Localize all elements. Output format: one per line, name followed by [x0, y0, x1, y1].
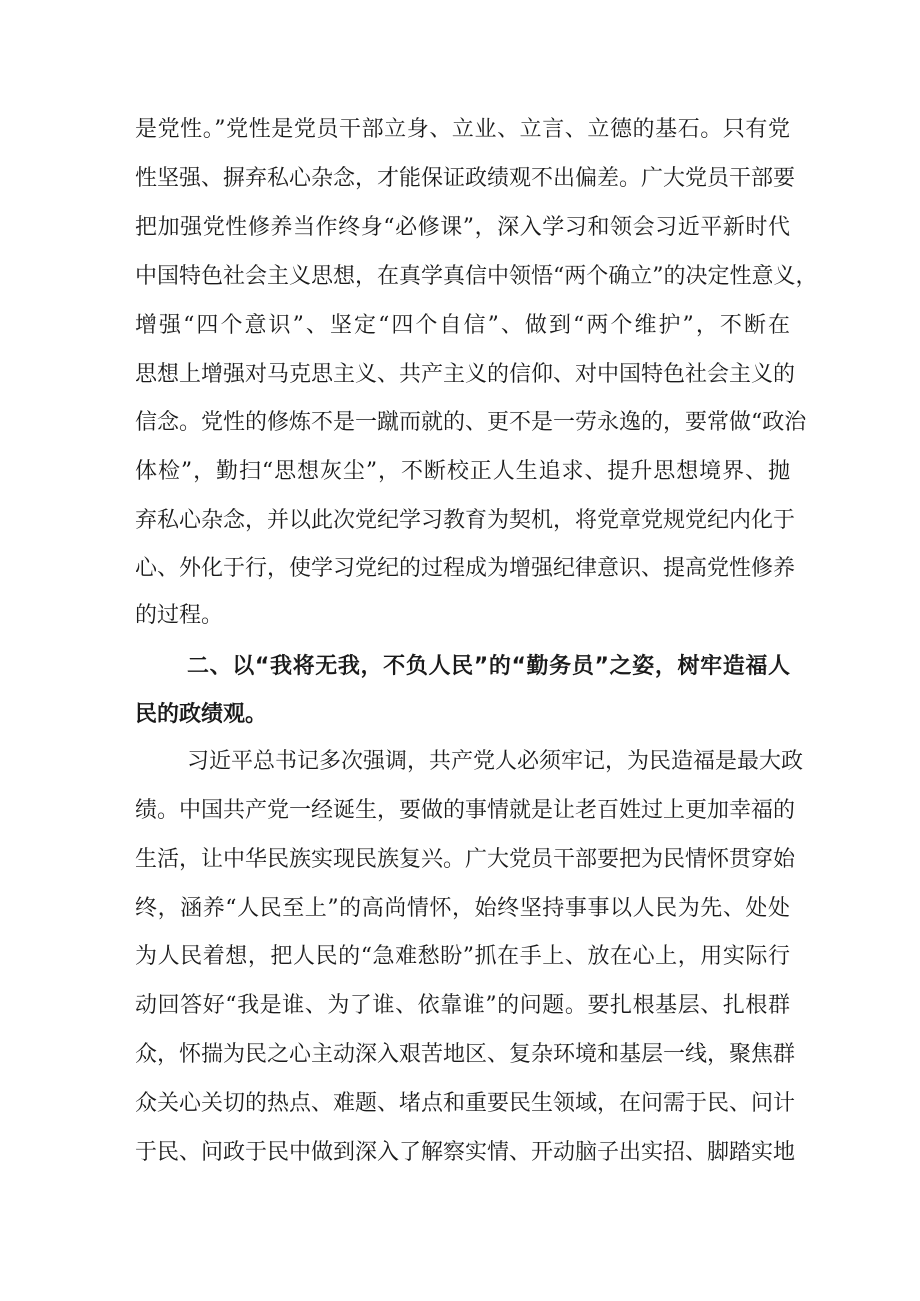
heading-line: 二、以“我将无我，不负人民”的“勤务员”之姿，树牢造福人: [187, 654, 790, 679]
text-line: 信念。党性的修炼不是一蹴而就的、更不是一劳永逸的，要常做“政治: [135, 410, 807, 435]
text-line: 动回答好“我是谁、为了谁、依靠谁”的问题。要扎根基层、扎根群: [135, 993, 790, 1018]
text-line: 生活，让中华民族实现民族复兴。广大党员干部要把为民情怀贯穿始: [135, 847, 796, 872]
text-line: 思想上增强对马克思主义、共产主义的信仰、对中国特色社会主义的: [135, 362, 796, 387]
text-line: 是党性。”党性是党员干部立身、立业、立言、立德的基石。只有党: [135, 117, 790, 142]
text-line: 弃私心杂念，并以此次党纪学习教育为契机，将党章党规党纪内化于: [135, 508, 796, 533]
text-line: 众关心关切的热点、难题、堵点和重要民生领域，在问需于民、问计: [135, 1091, 796, 1116]
text-line: 的过程。: [135, 603, 224, 628]
text-line: 终，涵养“人民至上”的高尚情怀，始终坚持事事以人民为先、处处: [135, 896, 790, 921]
heading-line: 民的政绩观。: [135, 702, 268, 727]
text-line: 中国特色社会主义思想，在真学真信中领悟“两个确立”的决定性意义，: [135, 264, 818, 289]
text-line: 为人民着想，把人民的“急难愁盼”抓在手上、放在心上，用实际行: [135, 944, 790, 969]
text-line: 于民、问政于民中做到深入了解察实情、开动脑子出实招、脚踏实地: [135, 1140, 796, 1165]
text-line: 增强“四个意识”、坚定“四个自信”、做到“两个维护”，不断在: [135, 313, 790, 338]
text-line: 众，怀揣为民之心主动深入艰苦地区、复杂环境和基层一线，聚焦群: [135, 1042, 796, 1067]
text-line: 把加强党性修养当作终身“必修课”，深入学习和领会习近平新时代: [135, 215, 790, 240]
text-line: 绩。中国共产党一经诞生，要做的事情就是让老百姓过上更加幸福的: [135, 798, 796, 823]
text-line: 体检”，勤扫“思想灰尘”，不断校正人生追求、提升思想境界、抛: [135, 459, 790, 484]
text-line: 心、外化于行，使学习党纪的过程成为增强纪律意识、提高党性修养: [135, 556, 796, 581]
text-line: 性坚强、摒弃私心杂念，才能保证政绩观不出偏差。广大党员干部要: [135, 166, 796, 191]
text-line: 习近平总书记多次强调，共产党人必须牢记，为民造福是最大政: [187, 749, 804, 774]
